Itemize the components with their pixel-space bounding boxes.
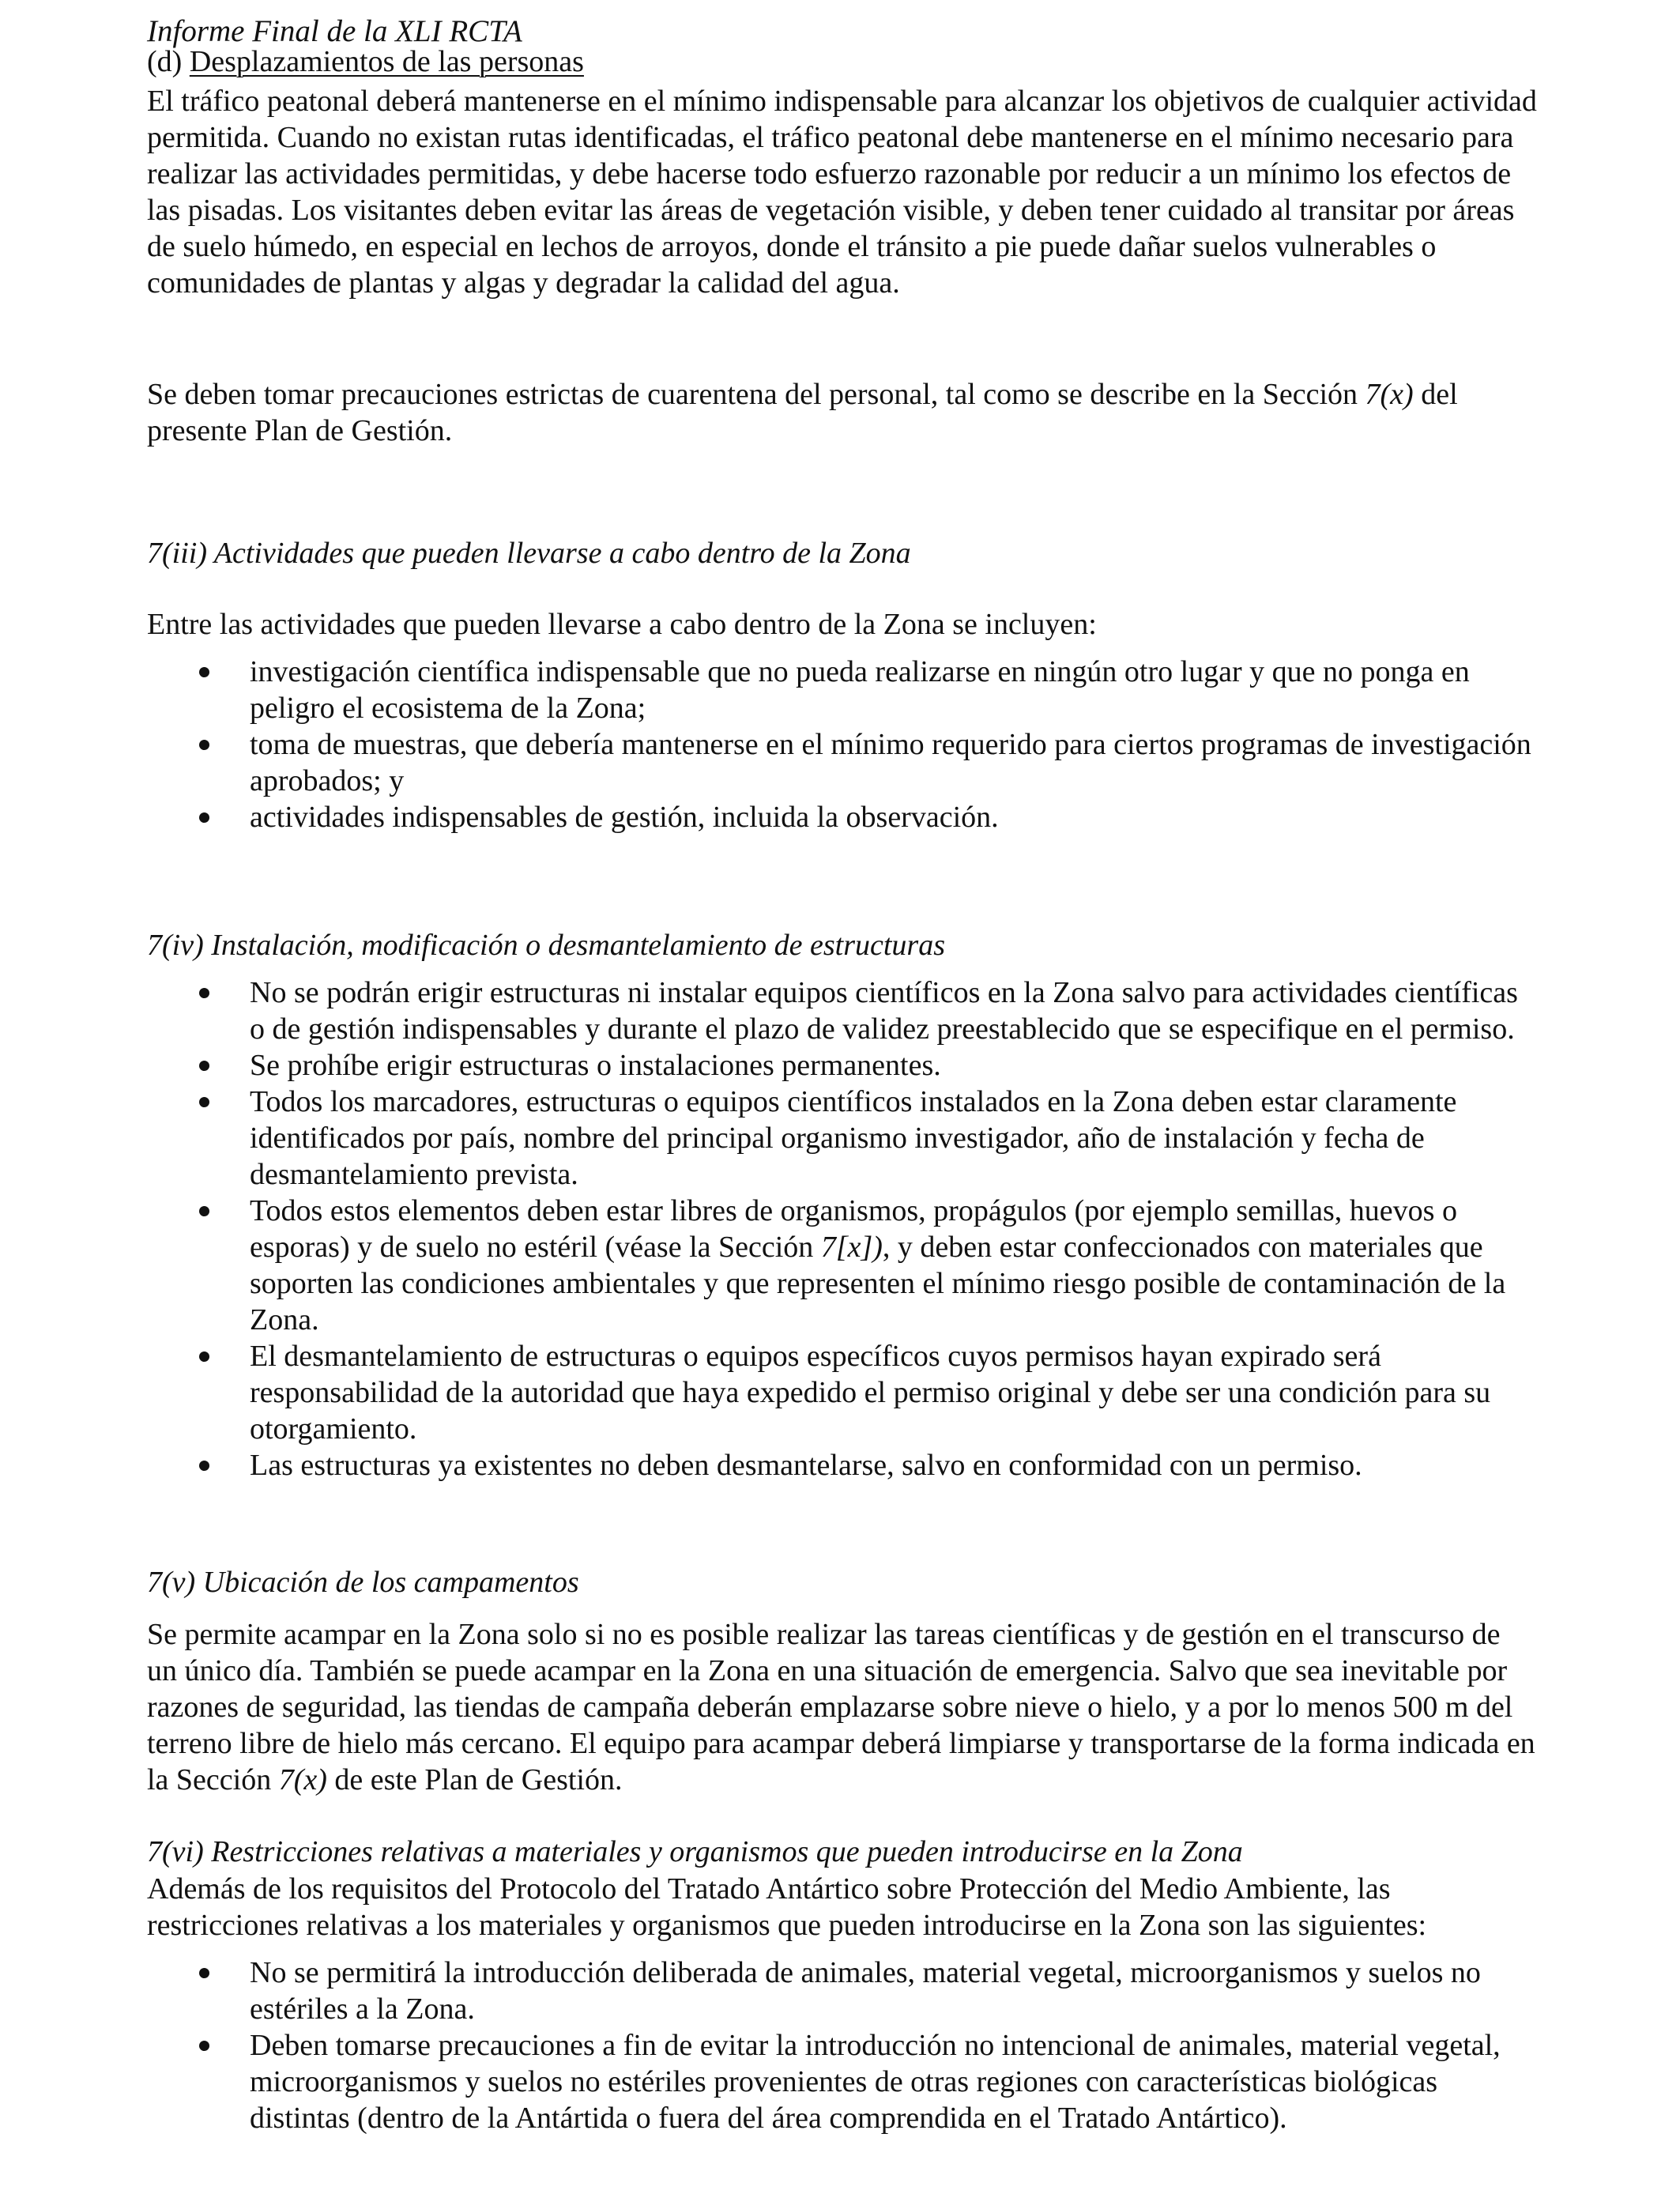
section-vi-heading: 7(vi) Restricciones relativas a materiales y organismos que pueden introducirse en la Zona — [147, 1835, 1243, 1868]
bullet-icon — [199, 1061, 209, 1071]
list-item: Deben tomarse precauciones a fin de evitar la introducción no intencional de animales, material vegetal, microorganismos y suelos no estériles provenientes de otras regiones con características biológicas distintas (dentro de la Antártida o fuera del área comprendida en el Tratado Antártico). — [147, 2027, 1538, 2136]
section-vi-list — [147, 1955, 1538, 2136]
section-d-heading — [147, 43, 584, 80]
section-d-p2-ref: 7(x) — [1365, 378, 1414, 411]
section-v-paragraph: Se permite acampar en la Zona solo si no es posible realizar las tareas científicas y de gestión en el transcurso de un único día. También se puede acampar en la Zona en una situación de emergencia. Salvo que sea inevitable por razones de seguridad, las tiendas de campaña deberán emplazarse sobre nieve o hielo, y a por lo menos 500 m del terreno libre de hielo más cercano. El equipo para acampar deberá limpiarse y transportarse de la forma indicada en la Sección 7(x) de este Plan de Gestión. — [147, 1618, 1535, 1796]
list-item: No se permitirá la introducción deliberada de animales, material vegetal, microorganismos y suelos no estériles a la Zona. — [147, 1955, 1538, 2027]
list-item: No se podrán erigir estructuras ni instalar equipos científicos en la Zona salvo para actividades científicas o de gestión indispensables y durante el plazo de validez preestablecido que se especifique en el permiso. — [147, 974, 1538, 1047]
list-item: Las estructuras ya existentes no deben desmantelarse, salvo en conformidad con un permiso. — [147, 1447, 1538, 1483]
bullet-icon — [199, 1206, 209, 1216]
section-d-prefix: (d) — [147, 45, 190, 78]
section-iv-item4-ref: 7[x]) — [820, 1231, 883, 1264]
bullet-icon — [199, 1968, 209, 1978]
section-d-paragraph-2 — [147, 376, 1538, 449]
bullet-icon — [199, 988, 209, 998]
section-v-ref: 7(x) — [278, 1763, 327, 1796]
list-item: El desmantelamiento de estructuras o equipos específicos cuyos permisos hayan expirado será responsabilidad de la autoridad que haya expedido el permiso original y debe ser una condición para su otorgamiento. — [147, 1338, 1538, 1447]
section-iv-list — [147, 974, 1538, 1483]
bullet-icon — [199, 1097, 209, 1107]
list-item: Todos los marcadores, estructuras o equipos científicos instalados en la Zona deben estar claramente identificados por país, nombre del principal organismo investigador, año de instalación y fecha de desmantelamiento prevista. — [147, 1084, 1538, 1193]
section-iv-heading: 7(iv) Instalación, modificación o desmantelamiento de estructuras — [147, 929, 945, 962]
list-item: Se prohíbe erigir estructuras o instalaciones permanentes. — [147, 1047, 1538, 1084]
section-iii-intro: Entre las actividades que pueden llevarse a cabo dentro de la Zona se incluyen: — [147, 608, 1097, 641]
bullet-icon — [199, 740, 209, 750]
section-d-title: Desplazamientos de las personas — [189, 45, 584, 78]
bullet-icon — [199, 667, 209, 677]
bullet-icon — [199, 1461, 209, 1471]
bullet-icon — [199, 1351, 209, 1362]
bullet-icon — [199, 2041, 209, 2051]
section-vi-intro: Además de los requisitos del Protocolo del Tratado Antártico sobre Protección del Medio Ambiente, las restricciones relativas a los materiales y organismos que pueden introducirse en la Zona son las siguientes: — [147, 1872, 1427, 1942]
section-iii-heading: 7(iii) Actividades que pueden llevarse a cabo dentro de la Zona — [147, 537, 911, 570]
section-d-p2-text-b: del presente Plan de Gestión. — [147, 378, 1458, 447]
section-iii-list — [147, 654, 1538, 835]
list-item: Todos estos elementos deben estar libres de organismos, propágulos (por ejemplo semillas, huevos o esporas) y de suelo no estéril (véase la Sección 7[x]), y deben estar confeccionados con materiales que soporten las condiciones ambientales y que representen el mínimo riesgo posible de contaminación de la Zona. — [147, 1193, 1538, 1338]
section-d-p2-text-a: Se deben tomar precauciones estrictas de cuarentena del personal, tal como se describe en la Sección — [147, 378, 1365, 411]
list-item: investigación científica indispensable que no pueda realizarse en ningún otro lugar y que no ponga en peligro el ecosistema de la Zona; — [147, 654, 1538, 726]
running-header: Informe Final de la XLI RCTA — [147, 14, 522, 48]
list-item: toma de muestras, que debería mantenerse en el mínimo requerido para ciertos programas de investigación aprobados; y — [147, 726, 1538, 799]
list-item: actividades indispensables de gestión, incluida la observación. — [147, 799, 1538, 835]
section-d-paragraph-1: El tráfico peatonal deberá mantenerse en el mínimo indispensable para alcanzar los objetivos de cualquier actividad permitida. Cuando no existan rutas identificadas, el tráfico peatonal debe mantenerse en el mínimo necesario para realizar las actividades permitidas, y debe hacerse todo esfuerzo razonable por reducir a un mínimo los efectos de las pisadas. Los visitantes deben evitar las áreas de vegetación visible, y deben tener cuidado al transitar por áreas de suelo húmedo, en especial en lechos de arroyos, donde el tránsito a pie puede dañar suelos vulnerables o comunidades de plantas y algas y degradar la calidad del agua. — [147, 85, 1537, 300]
section-v-heading: 7(v) Ubicación de los campamentos — [147, 1566, 579, 1599]
bullet-icon — [199, 812, 209, 823]
